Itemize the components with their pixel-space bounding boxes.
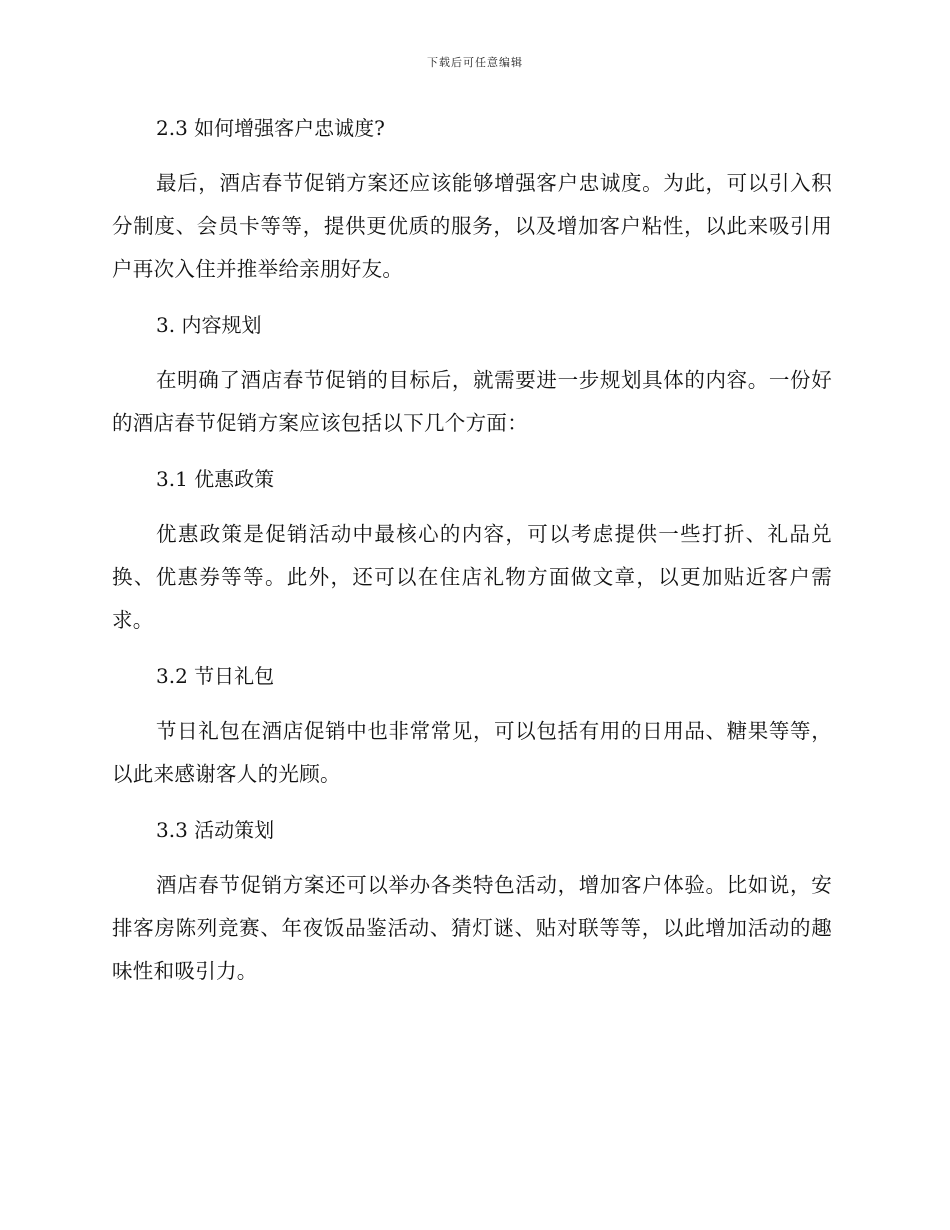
paragraph-content-planning: 在明确了酒店春节促销的目标后，就需要进一步规划具体的内容。一份好的酒店春节促销方案应该包括以下几个方面： <box>112 368 832 435</box>
section-heading-3-3: 3.3 活动策划 <box>156 818 275 842</box>
paragraph-discount-policy: 优惠政策是促销活动中最核心的内容，可以考虑提供一些打折、礼品兑换、优惠券等等。此外，还可以在住店礼物方面做文章，以更加贴近客户需求。 <box>112 522 832 632</box>
paragraph-holiday-gift-pack: 节日礼包在酒店促销中也非常常见，可以包括有用的日用品、糖果等等，以此来感谢客人的光顾。 <box>112 719 832 786</box>
section-heading-2-3: 2.3 如何增强客户忠诚度? <box>156 116 385 140</box>
page-header: 下载后可任意编辑 <box>427 56 523 69</box>
document-body <box>112 108 832 1007</box>
section-heading-3-1: 3.1 优惠政策 <box>156 467 275 491</box>
section-heading-3-2: 3.2 节日礼包 <box>156 664 275 688</box>
section-heading-3: 3. 内容规划 <box>156 313 262 337</box>
paragraph-event-planning: 酒店春节促销方案还可以举办各类特色活动，增加客户体验。比如说，安排客房陈列竞赛、年夜饭品鉴活动、猜灯谜、贴对联等等，以此增加活动的趣味性和吸引力。 <box>112 873 832 983</box>
paragraph-customer-loyalty: 最后，酒店春节促销方案还应该能够增强客户忠诚度。为此，可以引入积分制度、会员卡等等，提供更优质的服务，以及增加客户粘性，以此来吸引用户再次入住并推举给亲朋好友。 <box>112 171 832 281</box>
